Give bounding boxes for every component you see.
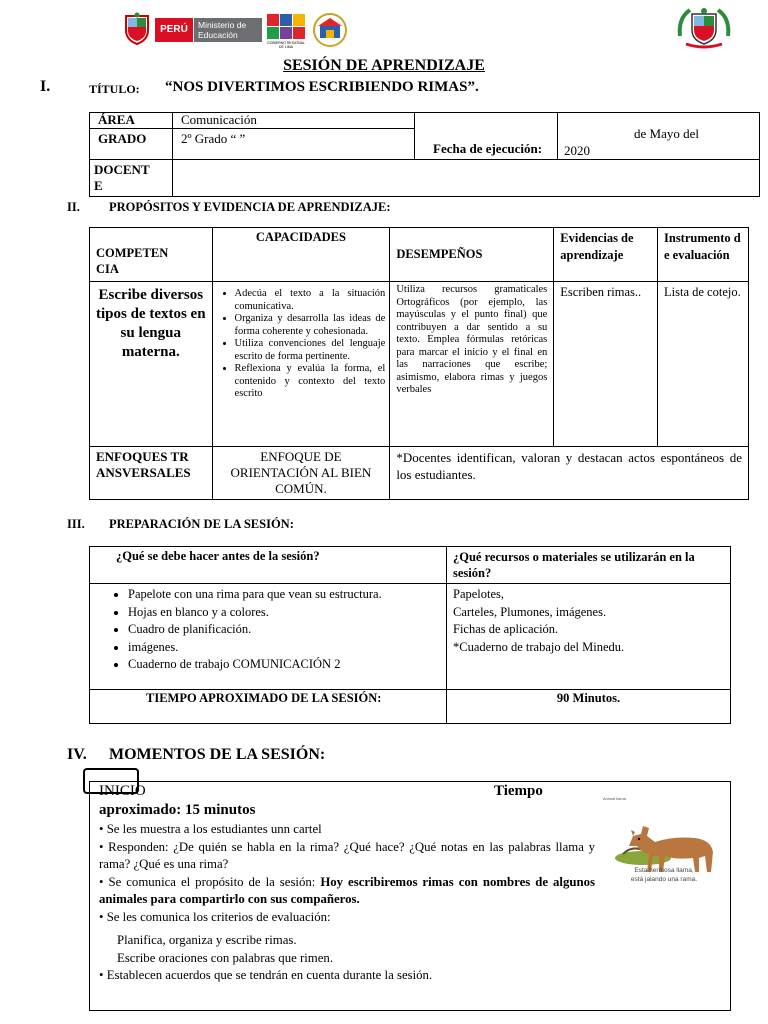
antes-item: • imágenes. xyxy=(128,639,442,657)
header-instrumento-text: Instrumento de evaluación xyxy=(664,231,741,262)
section-number-3: III. xyxy=(67,517,85,531)
header-desempenos: DESEMPEÑOS xyxy=(390,228,554,282)
recursos-header: ¿Qué recursos o materiales se utilizarán en la sesión? xyxy=(447,547,731,584)
instrumento-cell: Lista de cotejo. xyxy=(658,282,749,447)
recurso-item: *Cuaderno de trabajo del Minedu. xyxy=(453,639,625,654)
enfoques-label xyxy=(90,447,213,500)
llama-caption xyxy=(603,866,725,884)
section-4-title: MOMENTOS DE LA SESIÓN: xyxy=(109,746,326,763)
capacidad-item: • Organiza y desarrolla las ideas de forma coherente y cohesionada. xyxy=(235,313,386,338)
proposito-bold: Hoy escribiremos rimas con nombres de algunos animales para compartirlo con sus compañeros. xyxy=(99,874,595,906)
header-logos xyxy=(122,12,352,48)
capacidad-item: • Reflexiona y evalúa la forma, el contenido y contexto del texto escrito xyxy=(235,363,386,401)
docente-value xyxy=(173,160,760,197)
ministry-badge xyxy=(194,18,262,42)
llama-caption-line1: Esta hermosa llama, xyxy=(634,867,694,874)
inicio-item: • Responden: ¿De quién se habla en la rima? ¿Qué hace? ¿Qué notas en las palabras llama y rama? ¿Qué es una rima? xyxy=(99,839,595,871)
ministry-label: Ministerio de Educación xyxy=(198,20,247,40)
peru-shield-icon xyxy=(122,12,152,46)
section-number-2: II. xyxy=(67,200,80,214)
header-competencia xyxy=(90,228,213,282)
proposito-prefix: Se comunica el propósito de la sesión: xyxy=(108,874,321,889)
llama-image xyxy=(603,796,725,892)
capacidades-list xyxy=(217,288,386,401)
antes-list xyxy=(94,586,442,674)
header-capacidades: CAPACIDADES xyxy=(212,228,390,282)
header-evidencias: Evidencias de aprendizaje xyxy=(554,228,658,282)
antes-cell xyxy=(90,584,447,690)
fecha-label-text: Fecha de ejecución: xyxy=(433,141,543,156)
antes-header: ¿Qué se debe hacer antes de la sesión? xyxy=(90,547,447,584)
criterio-2: Escribe oraciones con palabras que rimen. xyxy=(117,950,334,965)
coat-of-arms-icon xyxy=(676,6,732,50)
recursos-cell xyxy=(447,584,731,690)
fecha-value xyxy=(558,113,760,160)
desempeno-cell: Utiliza recursos gramaticales Ortográficos (por ejemplo, las mayúsculas y el punto final) que contribuyen a dar sentido a su texto. Emplea fórmulas retóricas para marcar el inicio y el final en las narraciones que escribe; asimismo, elabora rimas y juegos verbales xyxy=(390,282,554,447)
proposito-item: • Se comunica el propósito de la sesión: Hoy escribiremos rimas con nombres de algunos animales para compartirlo con sus compañeros. xyxy=(99,874,595,906)
regional-logo-icon xyxy=(265,12,307,48)
tiempo-header: Tiempo xyxy=(494,783,543,799)
info-table xyxy=(89,112,760,197)
antes-item: • Hojas en blanco y a colores. xyxy=(128,604,442,622)
capacidad-item: • Utiliza convenciones del lenguaje escrito de forma pertinente. xyxy=(235,338,386,363)
llama-image-small-caption: Animal llama xyxy=(603,796,626,801)
criterios-item: • Se les comunica los criterios de evaluación: xyxy=(99,909,331,924)
peru-badge: PERÚ xyxy=(155,18,193,42)
enfoque-desc: *Docentes identifican, valoran y destacan actos espontáneos de los estudiantes. xyxy=(390,447,749,500)
llama-illustration-icon xyxy=(603,796,725,876)
tiempo-value: 90 Minutos. xyxy=(447,690,731,724)
header-instrumento xyxy=(658,228,749,282)
recurso-item: Carteles, Plumones, imágenes. xyxy=(453,604,607,619)
recurso-item: Fichas de aplicación. xyxy=(453,622,559,636)
fecha-value-line1: de Mayo del xyxy=(634,126,699,141)
preparation-table xyxy=(89,546,731,724)
section-2-title: PROPÓSITOS Y EVIDENCIA DE APRENDIZAJE: xyxy=(109,200,391,214)
competencia-cell: Escribe diversos tipos de textos en su lengua materna. xyxy=(90,282,213,447)
docente-label xyxy=(90,160,173,197)
grado-value: 2º Grado “ ” xyxy=(173,128,415,159)
area-label: ÁREA xyxy=(90,113,173,129)
title-label: TÍTULO: xyxy=(89,82,140,96)
header-competencia-text: COMPETENCIA xyxy=(96,245,169,276)
acuerdos-item: • Establecen acuerdos que se tendrán en cuenta durante la sesión. xyxy=(99,968,433,982)
llama-caption-line2: está jalando una rama. xyxy=(630,876,698,883)
antes-item: • Cuadro de planificación. xyxy=(128,621,442,639)
criterios-text: Se les comunica los criterios de evaluación: xyxy=(106,909,331,924)
school-logo-icon xyxy=(312,12,348,48)
section-number-4: IV. xyxy=(67,746,87,763)
antes-item: • Cuaderno de trabajo COMUNICACIÓN 2 xyxy=(128,656,442,674)
criterio-1: Planifica, organiza y escribe rimas. xyxy=(117,933,297,947)
aprox-label: aproximado: 15 minutos xyxy=(99,802,256,818)
evidencia-cell: Escriben rimas.. xyxy=(554,282,658,447)
section-number-1: I. xyxy=(40,78,51,95)
enfoque-value: ENFOQUE DE ORIENTACIÓN AL BIEN COMÚN. xyxy=(212,447,390,500)
fecha-value-line2: 2020 xyxy=(564,143,590,158)
regional-logo-caption: GOBIERNO REGIONAL DE LIMA xyxy=(267,41,305,49)
title-text: “NOS DIVERTIMOS ESCRIBIENDO RIMAS”. xyxy=(165,79,479,95)
acuerdos-text: Establecen acuerdos que se tendrán en cuenta durante la sesión. xyxy=(106,968,433,982)
antes-item: • Papelote con una rima para que vean su estructura. xyxy=(128,586,442,604)
inicio-label: INICIO xyxy=(99,783,146,799)
inicio-item-text: Responden: ¿De quién se habla en la rima? ¿Qué hace? ¿Qué notas en las palabras llama y rama? ¿Qué es una rima? xyxy=(99,839,595,871)
tiempo-label xyxy=(90,690,447,724)
session-title: SESIÓN DE APRENDIZAJE xyxy=(283,57,485,74)
tiempo-label-text: TIEMPO APROXIMADO DE LA SESIÓN: xyxy=(146,691,382,705)
recurso-item: Papelotes, xyxy=(453,587,505,601)
docente-label-text: DOCENTE xyxy=(94,162,150,193)
area-value: Comunicación xyxy=(173,113,415,129)
inicio-content xyxy=(99,821,595,985)
capacidad-item: • Adecúa el texto a la situación comunicativa. xyxy=(235,288,386,313)
purposes-table xyxy=(89,227,749,500)
capacidades-cell xyxy=(212,282,390,447)
enfoques-label-text: ENFOQUES TRANSVERSALES xyxy=(96,449,191,480)
grado-label: GRADO xyxy=(90,128,173,159)
fecha-label xyxy=(415,113,558,160)
inicio-item: • Se les muestra a los estudiantes unn cartel xyxy=(99,822,322,836)
section-3-title: PREPARACIÓN DE LA SESIÓN: xyxy=(109,517,294,531)
inicio-item-text: Se les muestra a los estudiantes unn cartel xyxy=(106,822,322,836)
